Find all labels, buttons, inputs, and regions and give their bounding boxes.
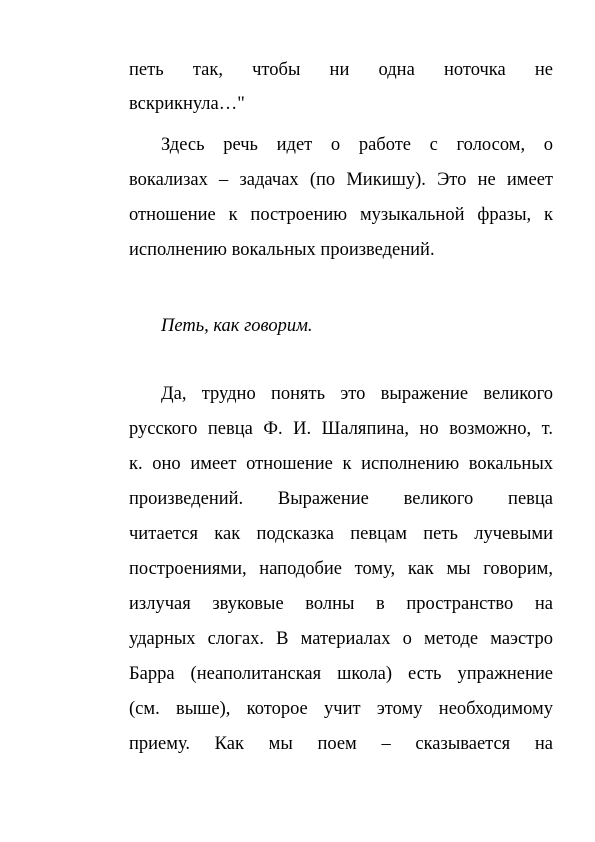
text-line: исполнению вокальных произведений. (129, 240, 435, 260)
section-heading: Петь, как говорим. (161, 316, 313, 336)
text-line: приему. Как мы поем – сказывается на (129, 734, 553, 754)
text-line: ударных слогах. В материалах о методе маэстро (129, 629, 553, 649)
text-line: вокализах – задачах (по Микишу). Это не имеет (129, 170, 553, 190)
text-line: Барра (неаполитанская школа) есть упражнение (129, 664, 553, 684)
text-line: (см. выше), которое учит этому необходимому (129, 699, 553, 719)
text-line: Здесь речь идет о работе с голосом, о (161, 135, 553, 155)
text-line: вскрикнула…" (129, 94, 245, 114)
text-line: читается как подсказка певцам петь лучевыми (129, 524, 553, 544)
text-line: петь так, чтобы ни одна ноточка не (129, 60, 553, 80)
text-line: Да, трудно понять это выражение великого (161, 384, 553, 404)
text-line: русского певца Ф. И. Шаляпина, но возможно, т. (129, 419, 553, 439)
text-line: к. оно имеет отношение к исполнению вокальных (129, 454, 553, 474)
text-line: отношение к построению музыкальной фразы, к (129, 205, 553, 225)
text-line: построениями, наподобие тому, как мы говорим, (129, 559, 553, 579)
text-line: излучая звуковые волны в пространство на (129, 594, 553, 614)
text-line: произведений. Выражение великого певца (129, 489, 553, 509)
